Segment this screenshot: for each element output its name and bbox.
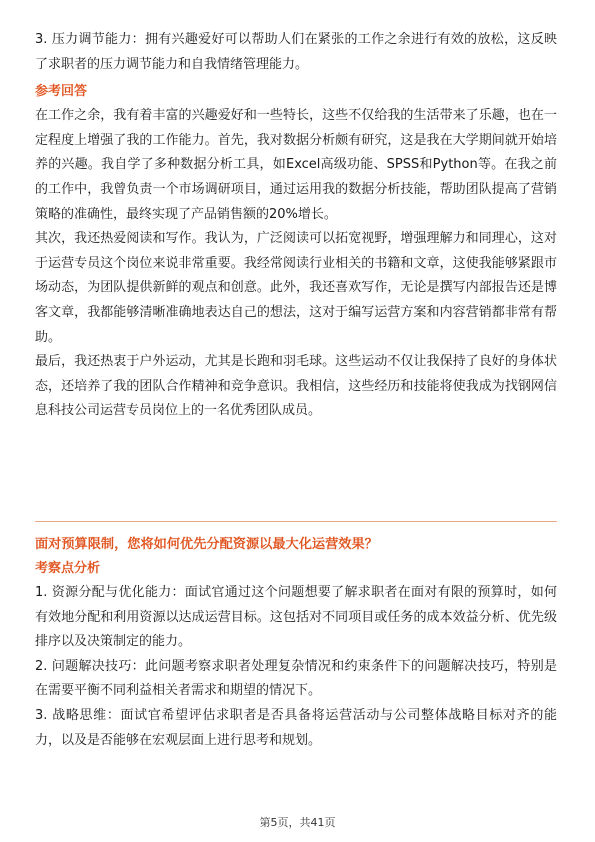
question-section — [35, 532, 557, 753]
reference-answer-heading: 参考回答 — [35, 84, 88, 100]
analysis-point-3: 3. 战略思维：面试官希望评估求职者是否具备将运营活动与公司整体战略目标对齐的能力，以及是否能够在宏观层面上进行思考和规划。 — [35, 707, 557, 748]
reference-paragraph-2: 其次，我还热爱阅读和写作。我认为，广泛阅读可以拓宽视野，增强理解力和同理心，这对于运营专员这个岗位来说非常重要。我经常阅读行业相关的书籍和文章，这使我能够紧跟市场动态，为团队提供新鲜的观点和创意。此外，我还喜欢写作，无论是撰写内部报告还是博客文章，我都能够清晰准确地表达自己的想法，这对于编写运营方案和内容营销都非常有帮助。 — [35, 231, 557, 345]
section-divider — [35, 521, 557, 522]
reference-paragraph-3: 最后，我还热衷于户外运动，尤其是长跑和羽毛球。这些运动不仅让我保持了良好的身体状态，还培养了我的团队合作精神和竞争意识。我相信，这些经历和技能将使我成为找钢网信息科技公司运营专员岗位上的一名优秀团队成员。 — [35, 354, 557, 419]
page-number: 第5页，共41页 — [259, 816, 336, 829]
reference-paragraph-1: 在工作之余，我有着丰富的兴趣爱好和一些特长，这些不仅给我的生活带来了乐趣，也在一定程度上增强了我的工作能力。首先，我对数据分析颇有研究，这是我在大学期间就开始培养的兴趣。我自学了多种数据分析工具，如Excel高级功能、SPSS和Python等。在我之前的工作中，我曾负责一个市场调研项目，通过运用我的数据分析技能，帮助团队提高了营销策略的准确性，最终实现了产品销售额的20%增长。 — [35, 108, 557, 222]
analysis-heading: 考察点分析 — [35, 561, 101, 576]
analysis-point-1: 1. 资源分配与优化能力：面试官通过这个问题想要了解求职者在面对有限的预算时，如何有效地分配和利用资源以达成运营目标。这包括对不同项目或任务的成本效益分析、优先级排序以及决策制定的能力。 — [35, 585, 557, 650]
point-3-pressure: 3. 压力调节能力：拥有兴趣爱好可以帮助人们在紧张的工作之余进行有效的放松，这反映了求职者的压力调节能力和自我情绪管理能力。 — [35, 32, 557, 72]
content-top — [35, 28, 557, 424]
analysis-point-2: 2. 问题解决技巧：此问题考察求职者处理复杂情况和约束条件下的问题解决技巧，特别是在需要平衡不同利益相关者需求和期望的情况下。 — [35, 658, 557, 699]
question-title: 面对预算限制，您将如何优先分配资源以最大化运营效果？ — [35, 537, 378, 552]
